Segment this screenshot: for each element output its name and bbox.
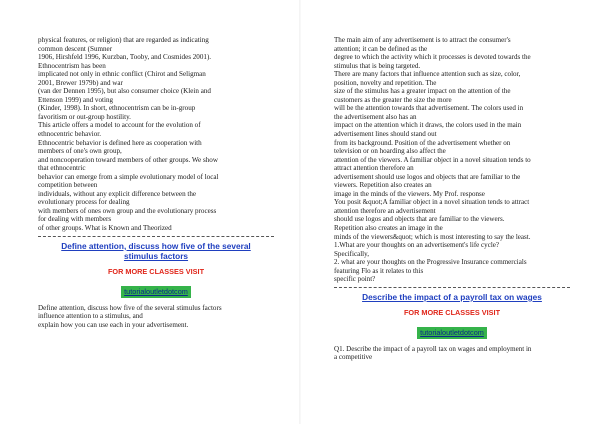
left-site-link[interactable]: tutorialoutletdotcom [121, 286, 191, 298]
right-heading-link[interactable]: Describe the impact of a payroll tax on wages [362, 291, 542, 302]
right-divider [334, 287, 570, 288]
left-after-text: Define attention, discuss how five of the several stimulus factors influence attention to a stimulus, and explain how you can use each in your advertisement. [38, 303, 222, 329]
left-promo-text: FOR MORE CLASSES VISIT [107, 266, 205, 276]
left-heading-link[interactable]: Define attention, discuss how five of the several stimulus factors [61, 240, 251, 261]
right-page [300, 0, 600, 424]
right-promo-text: FOR MORE CLASSES VISIT [403, 307, 501, 317]
right-after-text: Q1. Describe the impact of a payroll tax on wages and employment in a competitive [334, 344, 532, 362]
right-body-text: The main aim of any advertisement is to attract the consumer's attention; it can be defined as the degree to which the activity which it processes is devoted towards the stimulus that is being targeted. There are many factors that influence attention such as size, color, position, novelty and repetition. The size of the stimulus has a greater impact on the attention of the customers as the greater the size the more will be the attention towards that advertisement. The colors used in the advertisement also has an impact on the attention which it draws, the colors used in the main advertisement lines should stand out from its background. Position of the advertisement whether on television or on hoarding also affect the attention of the viewers. A familiar object in a novel situation tends to attract attention therefore an advertisement should use logos and objects that are familiar to the viewers. Repetition also creates an image in the minds of the viewers. My Prof. response You posit &quot;A familiar object in a novel situation tends to attract attention therefore an advertisement should use logos and objects that are familiar to the viewers. Repetition also creates an image in the minds of the viewers&quot; which is most interesting to say the least. 1.What are your thoughts on an advertisement's life cycle? Specifically, 2. what are your thoughts on the Progressive Insurance commercials featuring Flo as it relates to this specific point? [334, 36, 531, 284]
left-site-wrap [38, 281, 274, 299]
left-divider [38, 236, 274, 237]
right-site-link[interactable]: tutorialoutletdotcom [417, 327, 487, 339]
left-body-text: physical features, or religion) that are regarded as indicating common descent (Sumner 1906, Hirshfeld 1996, Kurzban, Tooby, and Cosmides 2001). Ethnocentrism has been implicated not only in ethnic conflict (Chirot and Seligman 2001, Brewer 1979b) and war (van der Dennen 1995), but also consumer choice (Klein and Ettenson 1999) and voting (Kinder, 1998). In short, ethnocentrism can be in-group favoritism or out-group hostility. This article offers a model to account for the evolution of ethnocentric behavior. Ethnocentric behavior is defined here as cooperation with members of one's own group, and noncooperation toward members of other groups. We show that ethnocentric behavior can emerge from a simple evolutionary model of local competition between individuals, without any explicit difference between the evolutionary process for dealing with members of ones own group and the evolutionary process for dealing with members of other groups. What is Known and Theorized [38, 36, 219, 233]
right-site-wrap [334, 322, 570, 340]
